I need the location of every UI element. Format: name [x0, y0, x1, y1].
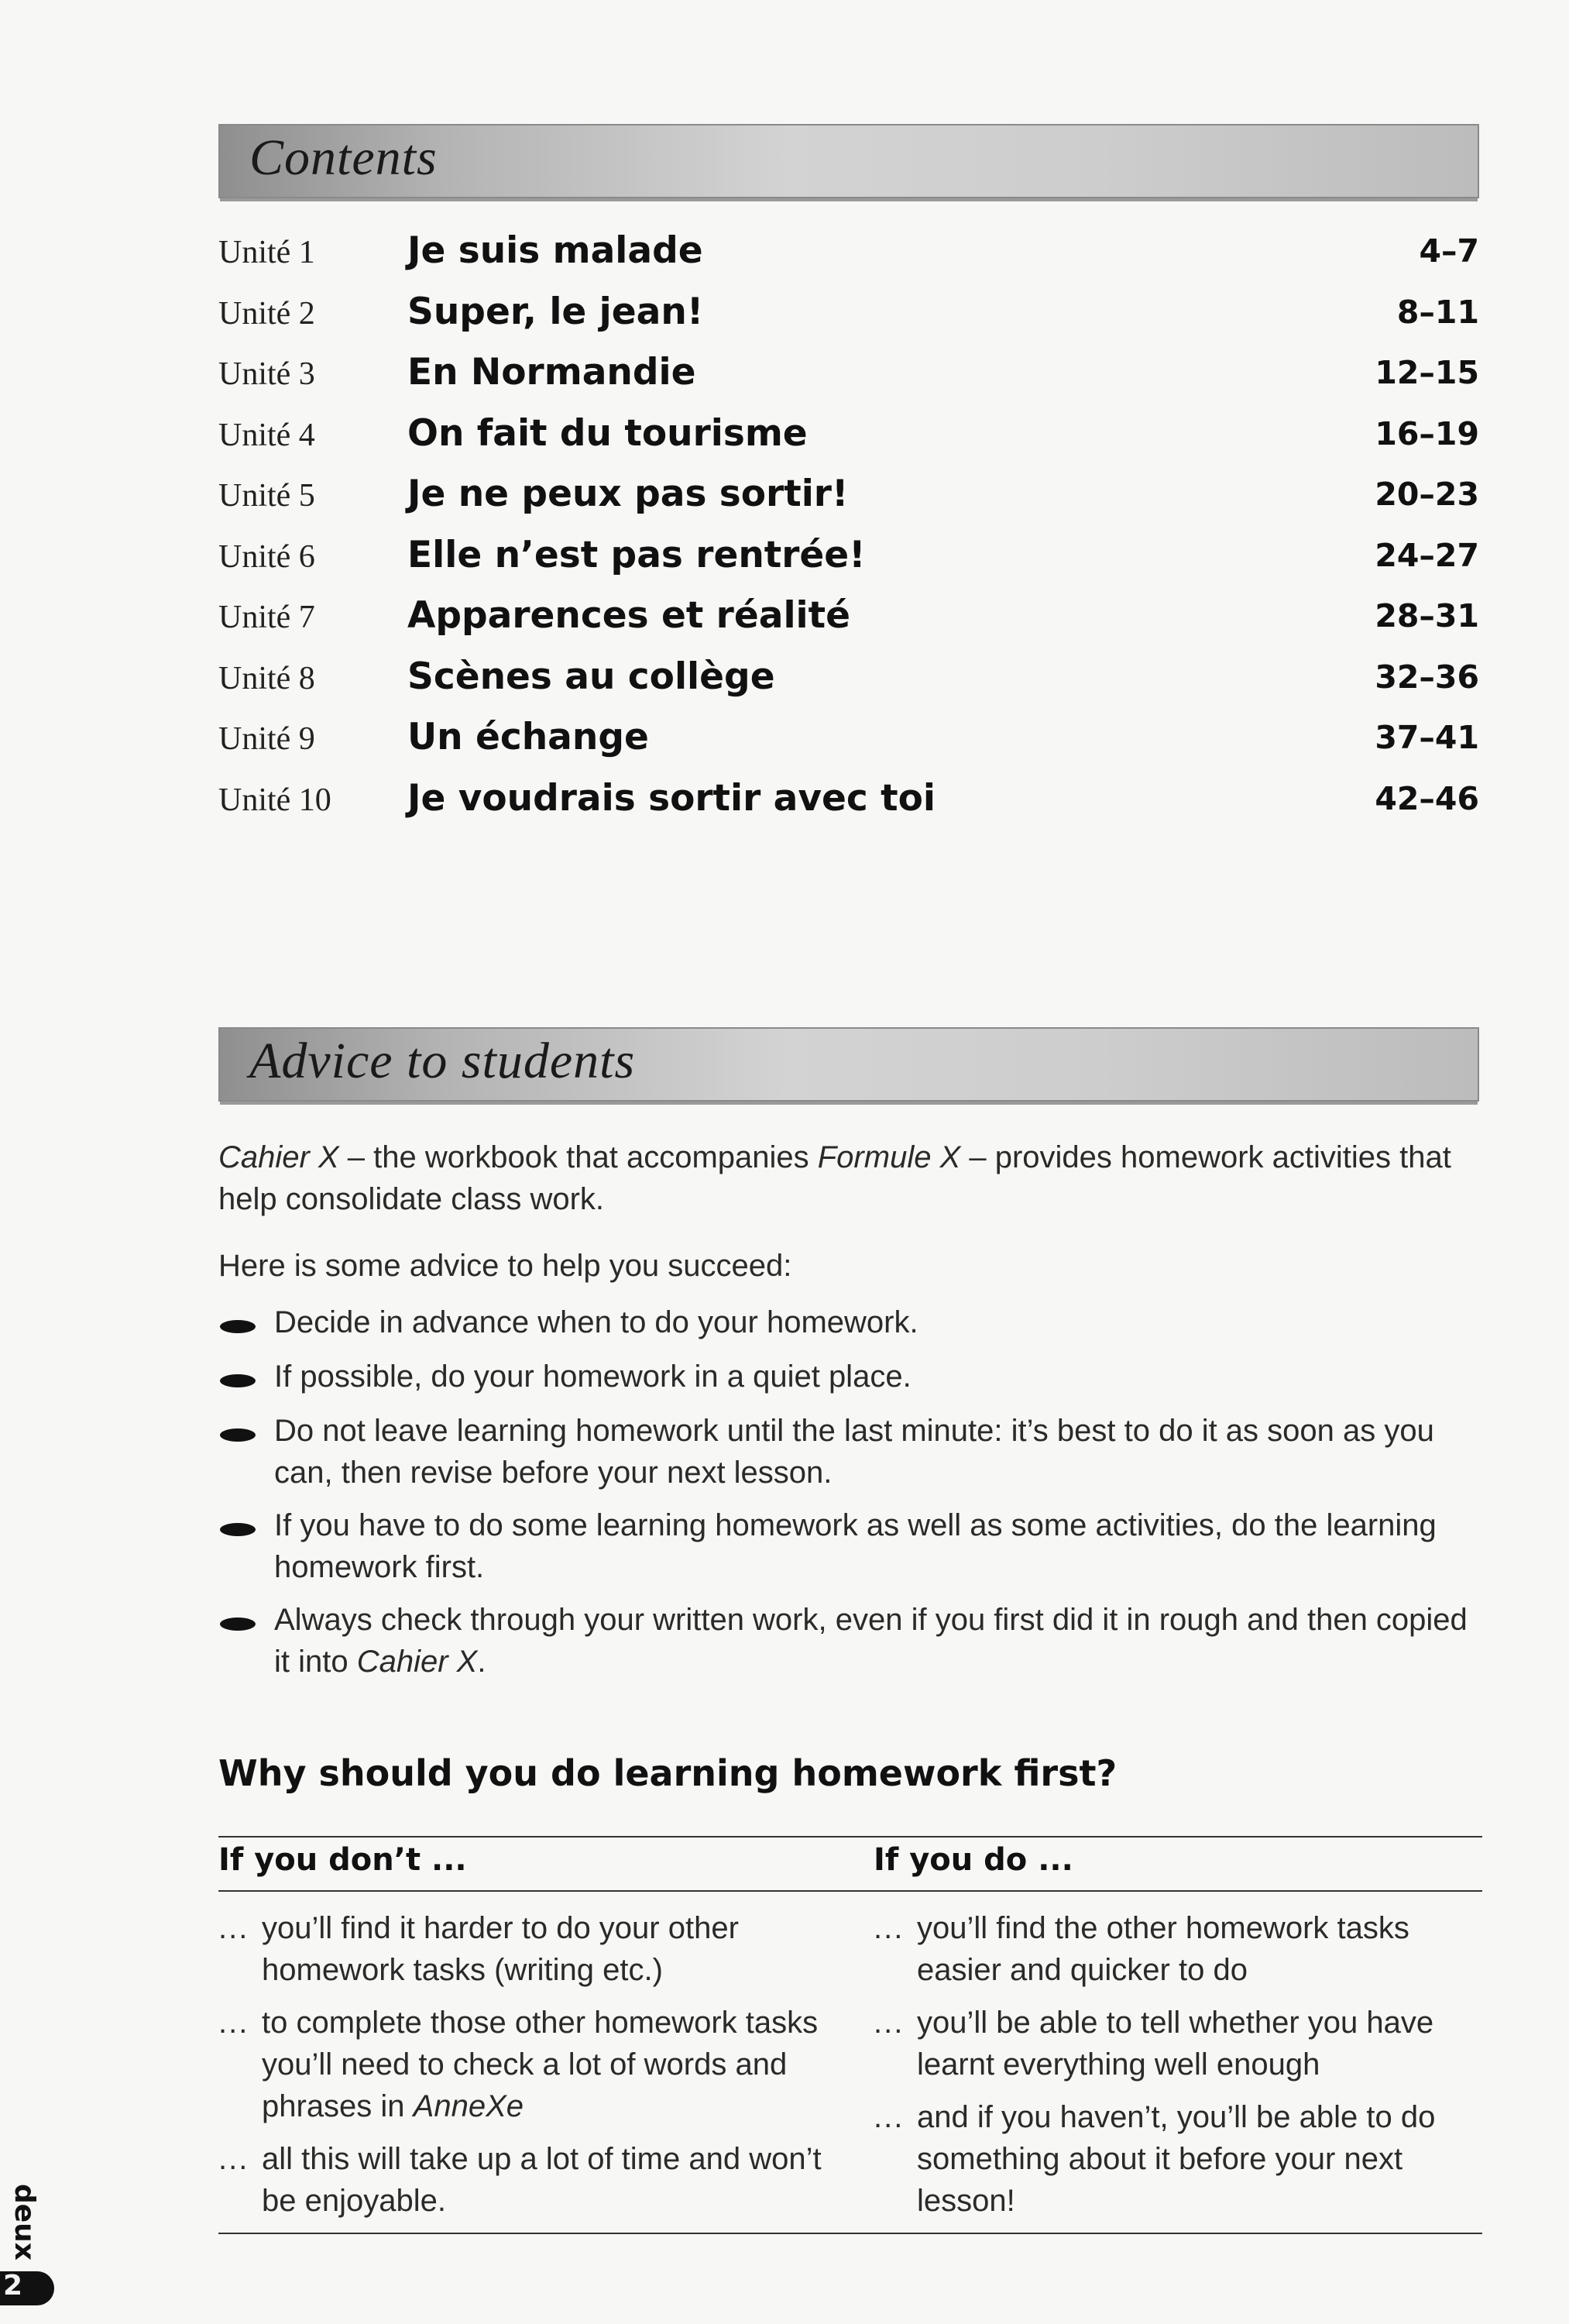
page-marker	[0, 2154, 54, 2324]
list-item: ... you’ll find it harder to do your other homework tasks (writing etc.)	[218, 1911, 739, 1987]
toc-row	[218, 287, 1479, 349]
dont-item-text: you’ll find it harder to do your other homework tasks (writing etc.)	[262, 1911, 739, 1987]
list-item	[218, 1599, 1473, 1683]
toc-row	[218, 591, 1479, 652]
toc-unit: Unité 5	[218, 478, 315, 514]
cahier-title: Cahier X	[356, 1645, 478, 1679]
bullet-icon	[220, 1523, 256, 1536]
toc-unit: Unité 7	[218, 600, 315, 635]
toc-unit: Unité 8	[218, 660, 315, 696]
contents-banner	[218, 124, 1479, 198]
dont-column-header: If you don’t ...	[218, 1842, 467, 1878]
toc-title: Scènes au collège	[407, 655, 775, 698]
table-top-rule	[218, 1836, 1482, 1838]
contents-list	[218, 226, 1479, 834]
toc-unit: Unité 6	[218, 538, 315, 575]
intro-cahier: Cahier X	[218, 1140, 339, 1174]
toc-pages: 16–19	[1375, 414, 1479, 452]
toc-unit: Unité 3	[218, 356, 315, 392]
toc-pages: 37–41	[1375, 719, 1479, 756]
toc-pages: 28–31	[1375, 597, 1479, 634]
bullet-text: Do not leave learning homework until the last minute: it’s best to do it as soon as you can, then revise before your next lesson.	[274, 1414, 1434, 1490]
bullet-icon	[220, 1320, 256, 1333]
advice-banner	[218, 1027, 1479, 1102]
table-bottom-rule	[218, 2233, 1482, 2234]
toc-pages: 12–15	[1375, 354, 1479, 391]
toc-pages: 24–27	[1375, 536, 1479, 574]
bullet-text: If possible, do your homework in a quiet place.	[274, 1360, 912, 1394]
toc-title: Je ne peux pas sortir!	[407, 473, 849, 515]
list-item: ... you’ll find the other homework tasks easier and quicker to do	[874, 1911, 1409, 1987]
bullet-text: Always check through your written work, even if you first did it in rough and then copied it into Cahier X.	[274, 1603, 1468, 1679]
toc-row	[218, 469, 1479, 531]
intro-formule: Formule X	[817, 1140, 961, 1174]
list-item: ... all this will take up a lot of time and won’t be enjoyable.	[218, 2142, 822, 2218]
advice-lead: Here is some advice to help you succeed:	[218, 1249, 792, 1283]
annexe-title: AnneXe	[413, 2089, 524, 2123]
toc-unit: Unité 10	[218, 782, 331, 818]
toc-unit: Unité 4	[218, 417, 315, 453]
toc-row	[218, 774, 1479, 835]
list-item: ... to complete those other homework tasks you’ll need to check a lot of words and phrases in AnneXe	[218, 2006, 819, 2123]
toc-title: Elle n’est pas rentrée!	[407, 533, 866, 576]
table-header-rule	[218, 1890, 1482, 1892]
toc-unit: Unité 1	[218, 235, 315, 270]
dont-item-text: to complete those other homework tasks you’ll need to check a lot of words and phrases in AnneXe	[262, 2006, 819, 2123]
contents-heading: Contents	[249, 129, 438, 186]
toc-row	[218, 226, 1479, 287]
toc-pages: 32–36	[1375, 658, 1479, 696]
toc-pages: 8–11	[1396, 293, 1479, 331]
list-item: ... and if you haven’t, you’ll be able to do something about it before your next lesson!	[874, 2100, 1436, 2218]
bullet-text: If you have to do some learning homework as well as some activities, do the learning homework first.	[274, 1508, 1437, 1584]
toc-row	[218, 348, 1479, 409]
toc-row	[218, 713, 1479, 774]
list-item	[218, 1410, 1473, 1494]
toc-pages: 4–7	[1419, 232, 1479, 270]
why-heading: Why should you do learning homework first?	[218, 1752, 1118, 1794]
toc-title: Un échange	[407, 716, 649, 758]
advice-heading: Advice to students	[249, 1033, 636, 1089]
toc-title: Apparences et réalité	[407, 594, 851, 637]
bullet-icon	[220, 1618, 256, 1631]
toc-title: Je voudrais sortir avec toi	[407, 776, 936, 820]
page-word: deux	[9, 2183, 41, 2261]
bullet-icon	[220, 1374, 256, 1387]
advice-list	[218, 1301, 1473, 1683]
list-item	[218, 1301, 1473, 1343]
do-item-text: and if you haven’t, you’ll be able to do something about it before your next lesson!	[917, 2100, 1436, 2218]
toc-title: On fait du tourisme	[407, 411, 808, 455]
list-item	[218, 1504, 1473, 1588]
do-column	[874, 1907, 1478, 2233]
bullet-icon	[220, 1428, 256, 1442]
intro-text-1: – the workbook that accompanies	[338, 1140, 818, 1174]
do-column-header: If you do ...	[874, 1842, 1073, 1878]
toc-title: Super, le jean!	[407, 290, 704, 333]
toc-title: Je suis malade	[407, 229, 703, 272]
intro-text-2: – provides homework activities that help consolidate class work.	[218, 1140, 1451, 1216]
toc-pages: 42–46	[1375, 779, 1479, 817]
toc-row	[218, 652, 1479, 713]
dont-column	[218, 1907, 822, 2233]
bullet-text: Decide in advance when to do your homework.	[274, 1305, 918, 1339]
dont-item-text: all this will take up a lot of time and won’t be enjoyable.	[262, 2142, 822, 2218]
intro-paragraph	[218, 1136, 1473, 1220]
page-number: 2	[3, 2270, 23, 2302]
toc-unit: Unité 9	[218, 721, 315, 757]
list-item	[218, 1356, 1473, 1397]
toc-unit: Unité 2	[218, 295, 315, 332]
do-item-text: you’ll be able to tell whether you have learnt everything well enough	[917, 2006, 1434, 2082]
toc-row	[218, 531, 1479, 592]
list-item: ... you’ll be able to tell whether you have learnt everything well enough	[874, 2006, 1434, 2082]
toc-pages: 20–23	[1375, 476, 1479, 513]
toc-row	[218, 409, 1479, 470]
do-item-text: you’ll find the other homework tasks easier and quicker to do	[917, 1911, 1409, 1987]
toc-title: En Normandie	[407, 351, 696, 394]
